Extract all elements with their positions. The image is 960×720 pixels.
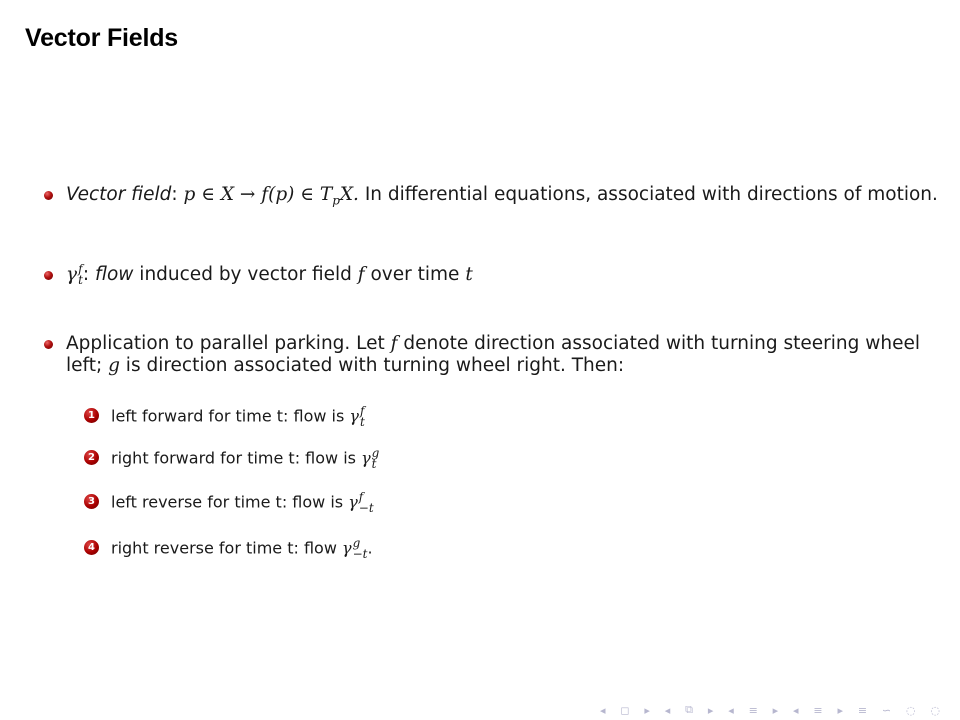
bullet-text (66, 184, 946, 212)
nav-section-next-icon[interactable]: ▸ (707, 703, 714, 717)
nav-search-icon[interactable]: ∽ (881, 703, 892, 717)
nav-subsubsection-prev-icon[interactable]: ◂ (793, 703, 799, 717)
var-f: f (357, 264, 365, 285)
math-expression: p ∈ X → f(p) ∈ T (183, 184, 333, 205)
term-vector-field: Vector field (66, 184, 172, 205)
nav-frame-icon[interactable]: ◻ (620, 703, 630, 717)
step-text (111, 538, 373, 560)
gamma-sup: f (78, 262, 83, 276)
nav-subsubsection-icon[interactable]: ≡ (813, 703, 823, 717)
bullet-rest: In differential equations, associated with directions of motion. (358, 184, 938, 205)
step-number-badge: 3 (84, 494, 99, 509)
gamma-scripts (353, 538, 368, 560)
gamma-symbol: γ (349, 406, 359, 426)
math-end: X. (339, 184, 359, 205)
bullet-text-a: Application to parallel parking. Let (66, 333, 391, 354)
bullet-dot (44, 191, 53, 200)
nav-subsection-prev-icon[interactable]: ◂ (728, 703, 734, 717)
nav-back-icon[interactable]: ◌ (905, 703, 916, 717)
var-t: t (465, 264, 473, 285)
gamma-sup: g (352, 536, 361, 550)
gamma-scripts (360, 406, 365, 428)
bullet-text (66, 333, 946, 377)
gamma-scripts (359, 492, 374, 514)
colon: : (171, 184, 178, 205)
gamma-sub: −t (358, 501, 374, 515)
gamma-sub: t (359, 415, 365, 429)
step-number-badge: 2 (84, 450, 99, 465)
step-text (111, 492, 374, 514)
gamma-sup: g (371, 446, 380, 460)
bullet-dot (44, 271, 53, 280)
step-suffix: . (367, 538, 373, 558)
step-label: right reverse for time t: flow (111, 538, 343, 558)
gamma-symbol: γ (361, 448, 371, 468)
gamma-symbol: γ (66, 264, 78, 285)
slide-title: Vector Fields (25, 24, 179, 52)
gamma-sub: −t (352, 547, 368, 561)
step-label: right forward for time t: flow is (111, 448, 362, 468)
var-f: f (390, 333, 398, 354)
step-number-badge: 1 (84, 408, 99, 423)
gamma-sub: t (78, 273, 83, 287)
beamer-navigation (600, 703, 940, 717)
bullet-text-b: denote direction associated with turning steering wheel left; (66, 333, 921, 376)
var-g: g (108, 355, 120, 376)
gamma-symbol: γ (342, 538, 352, 558)
step-label: left reverse for time t: flow is (111, 492, 349, 512)
colon: : (82, 264, 96, 285)
bullet-rest-a: induced by vector field (133, 264, 358, 285)
bullet-dot (44, 340, 53, 349)
bullet-text (66, 264, 946, 286)
nav-section-prev-icon[interactable]: ◂ (664, 703, 671, 717)
nav-frame-prev-icon[interactable]: ◂ (600, 703, 606, 717)
gamma-sup: f (358, 490, 364, 504)
nav-section-icon[interactable]: ⧉ (685, 703, 693, 716)
gamma-symbol: γ (348, 492, 358, 512)
step-text (111, 406, 365, 428)
nav-frame-next-icon[interactable]: ▸ (644, 703, 650, 717)
step-label: left forward for time t: flow is (111, 406, 350, 426)
step-text (111, 448, 379, 470)
step-number-badge: 4 (84, 540, 99, 555)
nav-subsection-icon[interactable]: ≡ (748, 703, 758, 717)
term-flow: flow (95, 264, 134, 285)
gamma-sup: f (359, 404, 365, 418)
gamma-scripts (372, 448, 380, 470)
nav-forward-icon[interactable]: ◌ (930, 703, 940, 717)
bullet-rest-b: over time (364, 264, 466, 285)
gamma-sub: t (371, 457, 377, 471)
nav-align-icon[interactable]: ≡ (857, 703, 868, 717)
nav-subsubsection-next-icon[interactable]: ▸ (837, 703, 843, 717)
math-sub: p (332, 193, 340, 208)
bullet-text-c: is direction associated with turning wheel right. Then: (119, 355, 625, 376)
nav-subsection-next-icon[interactable]: ▸ (772, 703, 779, 717)
